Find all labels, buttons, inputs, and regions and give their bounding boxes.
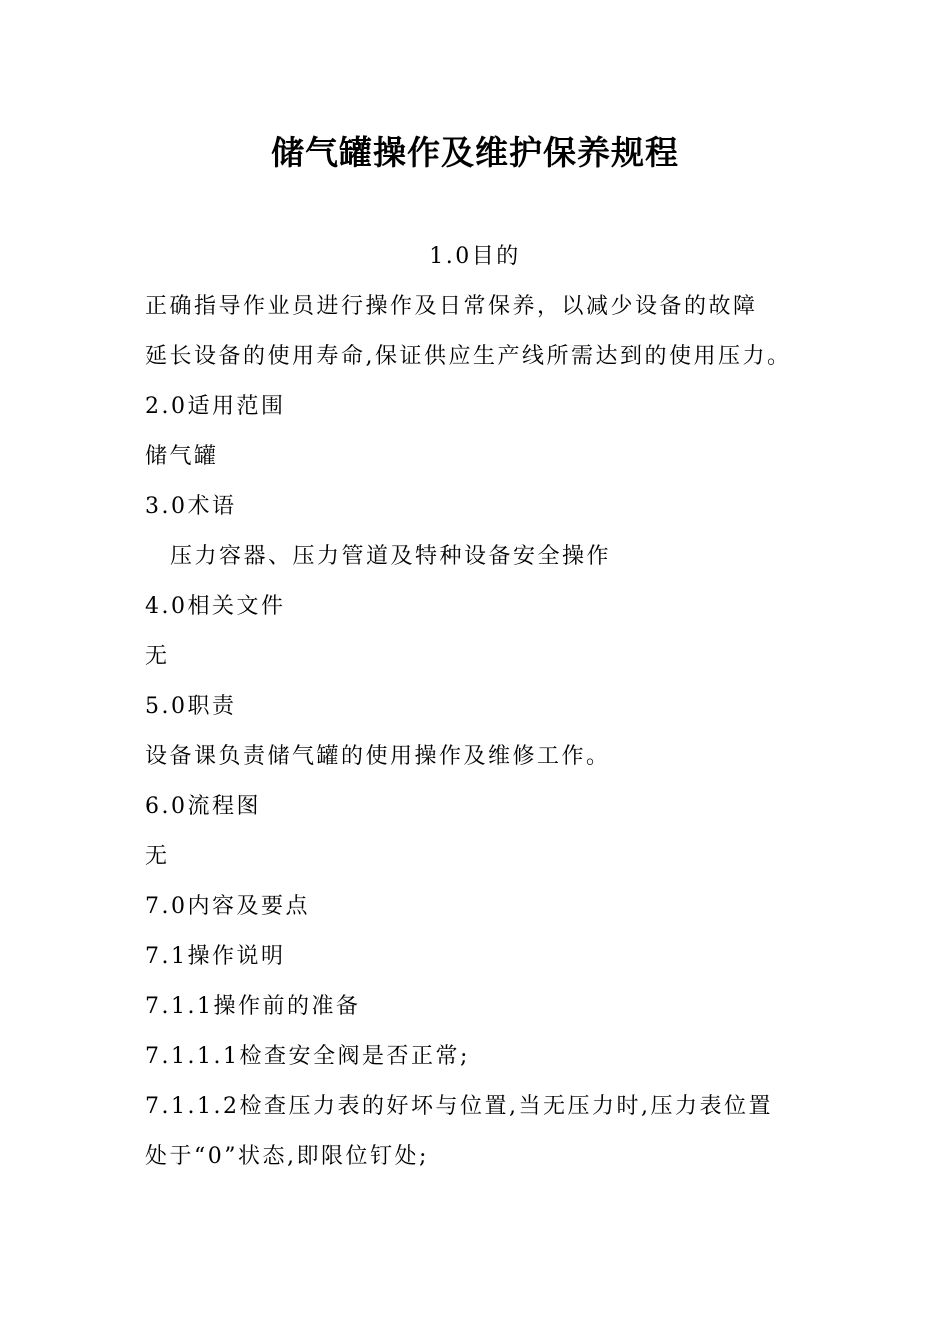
list-item: 7.1.1.1检查安全阀是否正常; — [145, 1044, 470, 1069]
list-item-continuation: 处于“0”状态,即限位钉处; — [145, 1144, 429, 1169]
paragraph-line: 正确指导作业员进行操作及日常保养，以减少设备的故障 — [145, 294, 758, 319]
document-body — [145, 232, 825, 1182]
paragraph-line: 无 — [145, 844, 170, 869]
section-heading-purpose: 1.0目的 — [429, 244, 521, 269]
paragraph-line: 压力容器、压力管道及特种设备安全操作 — [170, 544, 612, 569]
document-title: 储气罐操作及维护保养规程 — [271, 133, 679, 172]
section-heading-responsibilities: 5.0职责 — [145, 694, 237, 719]
section-heading-content: 7.0内容及要点 — [145, 894, 310, 919]
paragraph-line: 设备课负责储气罐的使用操作及维修工作。 — [145, 744, 611, 769]
subsection-heading: 7.1操作说明 — [145, 944, 286, 969]
subsection-heading: 7.1.1操作前的准备 — [145, 994, 361, 1019]
section-heading-scope: 2.0适用范围 — [145, 394, 286, 419]
paragraph-line: 无 — [145, 644, 170, 669]
section-heading-terms: 3.0术语 — [145, 494, 237, 519]
list-item: 7.1.1.2检查压力表的好坏与位置,当无压力时,压力表位置 — [145, 1094, 773, 1119]
paragraph-line: 储气罐 — [145, 444, 219, 469]
section-heading-flowchart: 6.0流程图 — [145, 794, 261, 819]
paragraph-line: 延长设备的使用寿命,保证供应生产线所需达到的使用压力。 — [145, 344, 792, 369]
section-heading-related-documents: 4.0相关文件 — [145, 594, 286, 619]
